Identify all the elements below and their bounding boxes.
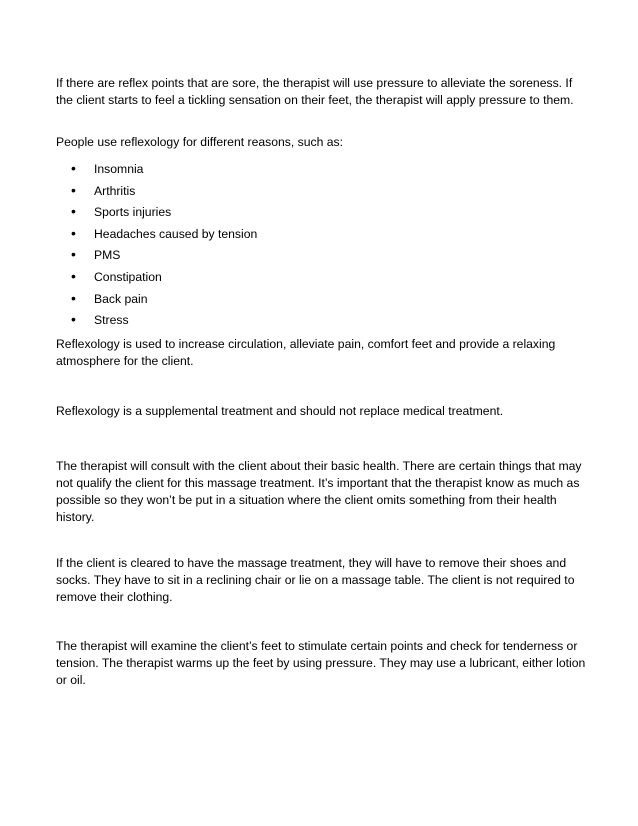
paragraph-benefits: Reflexology is used to increase circulation, alleviate pain, comfort feet and provide a relaxing atmosphere for the client. <box>56 337 556 368</box>
list-item <box>56 160 456 182</box>
list-item-label: Headaches caused by tension <box>94 226 258 241</box>
paragraph-consultation: The therapist will consult with the client about their basic health. There are certain things that may not qualify the client for this massage treatment. It’s important that the therapist know as much as possible so they won’t be put in a situation where the client omits something from their health history. <box>56 459 582 524</box>
list-item <box>56 290 456 312</box>
list-item-label: Constipation <box>94 269 162 284</box>
paragraph-reasons-intro: People use reflexology for different reasons, such as: <box>56 135 344 149</box>
list-item <box>56 311 456 333</box>
list-item-label: Sports injuries <box>94 205 172 220</box>
reasons-list <box>56 160 456 333</box>
list-item <box>56 246 456 268</box>
list-item <box>56 203 456 225</box>
bullet-marker: • <box>71 224 76 241</box>
list-item <box>56 268 456 290</box>
list-item <box>56 182 456 204</box>
bullet-marker: • <box>71 267 76 284</box>
bullet-marker: • <box>71 289 76 306</box>
paragraph-examination: The therapist will examine the client’s feet to stimulate certain points and check for tenderness or tension. The therapist warms up the feet by using pressure. They may use a lubricant, either lotion or oil. <box>56 639 586 687</box>
bullet-marker: • <box>71 181 76 198</box>
list-item-label: Stress <box>94 313 129 328</box>
paragraph-supplemental: Reflexology is a supplemental treatment and should not replace medical treatment. <box>56 404 504 418</box>
list-item-label: Back pain <box>94 291 148 306</box>
bullet-marker: • <box>71 160 76 176</box>
bullet-marker: • <box>71 203 76 220</box>
paragraph-reflex-points: If there are reflex points that are sore, the therapist will use pressure to alleviate the soreness. If the client starts to feel a tickling sensation on their feet, the therapist will apply pressure to them. <box>56 76 574 107</box>
paragraph-preparation: If the client is cleared to have the massage treatment, they will have to remove their shoes and socks. They have to sit in a reclining chair or lie on a massage table. The client is not required to remove their clothing. <box>56 556 575 604</box>
list-item-label: Arthritis <box>94 183 136 198</box>
list-item <box>56 225 456 247</box>
bullet-marker: • <box>71 311 76 328</box>
list-item-label: Insomnia <box>94 162 144 176</box>
list-item-label: PMS <box>94 248 121 263</box>
bullet-marker: • <box>71 246 76 263</box>
